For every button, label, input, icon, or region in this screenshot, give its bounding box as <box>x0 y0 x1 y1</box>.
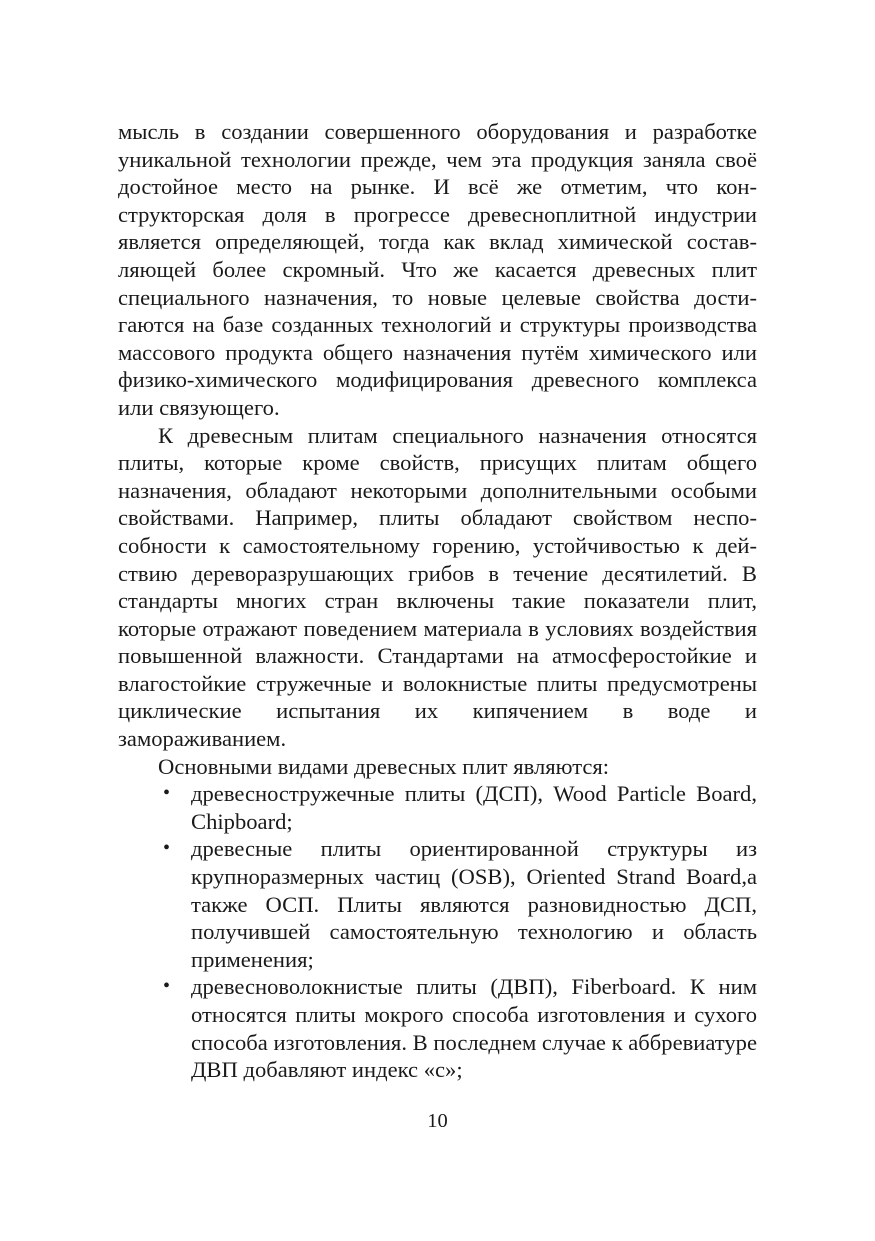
list-item-text: древесноволокнистые плиты (ДВП), Fiberboard. К ним относятся плиты мокрого способа изготовления и сухого способа изготовления. В последнем случае к аббревиатуре ДВП добавляют индекс «с»; <box>191 974 757 1083</box>
list-intro: Основными видами древесных плит являются: <box>158 753 610 779</box>
bullet-icon: • <box>163 975 171 998</box>
page-body <box>118 118 757 1084</box>
page-number: 10 <box>427 1110 448 1132</box>
bullet-icon: • <box>163 782 171 805</box>
paragraph-special-boards: К древесным плитам специального назначения относятся плиты, которые кроме свойств, присущих плитам общего назначения, обладают некоторыми дополнительными особыми свойствами. Например, плиты обладают свойством неспособности к самостоятельному горению, устойчивостью к действию дереворазрушающих грибов в течение десятилетий. В стандарты многих стран включены такие показатели плит, которые отражают поведением материала в условиях воздействия повышенной влажности. Стандартами на атмосферостойкие и влагостойкие стружечные и волокнистые плиты предусмотрены циклические испытания их кипячением в воде и замораживанием. <box>118 422 757 752</box>
list-item-text: древесные плиты ориентированной структуры из крупноразмерных частиц (OSB), Oriented Strand Board,а также ОСП. Плиты являются разновидностью ДСП, получившей самостоятельную технологию и область применения; <box>191 836 757 972</box>
board-types-list <box>118 780 757 1084</box>
bullet-icon: • <box>163 837 171 860</box>
list-item <box>118 780 757 835</box>
paragraph-continuation: мысль в создании совершенного оборудования и разработке уникальной технологии прежде, чем эта продукция заняла своё достойное место на рынке. И всё же отметим, что конструкторская доля в прогрессе древесноплитной индустрии является определяющей, тогда как вклад химической составляющей более скромный. Что же касается древесных плит специального назначения, то новые целевые свойства достигаются на базе созданных технологий и структуры производства массового продукта общего назначения путём химического или физико-химического модифицирования древесного комплекса или связующего. <box>118 119 757 420</box>
list-item <box>118 973 757 1083</box>
list-item <box>118 835 757 973</box>
list-item-text: древесностружечные плиты (ДСП), Wood Particle Board, Chipboard; <box>191 781 757 834</box>
